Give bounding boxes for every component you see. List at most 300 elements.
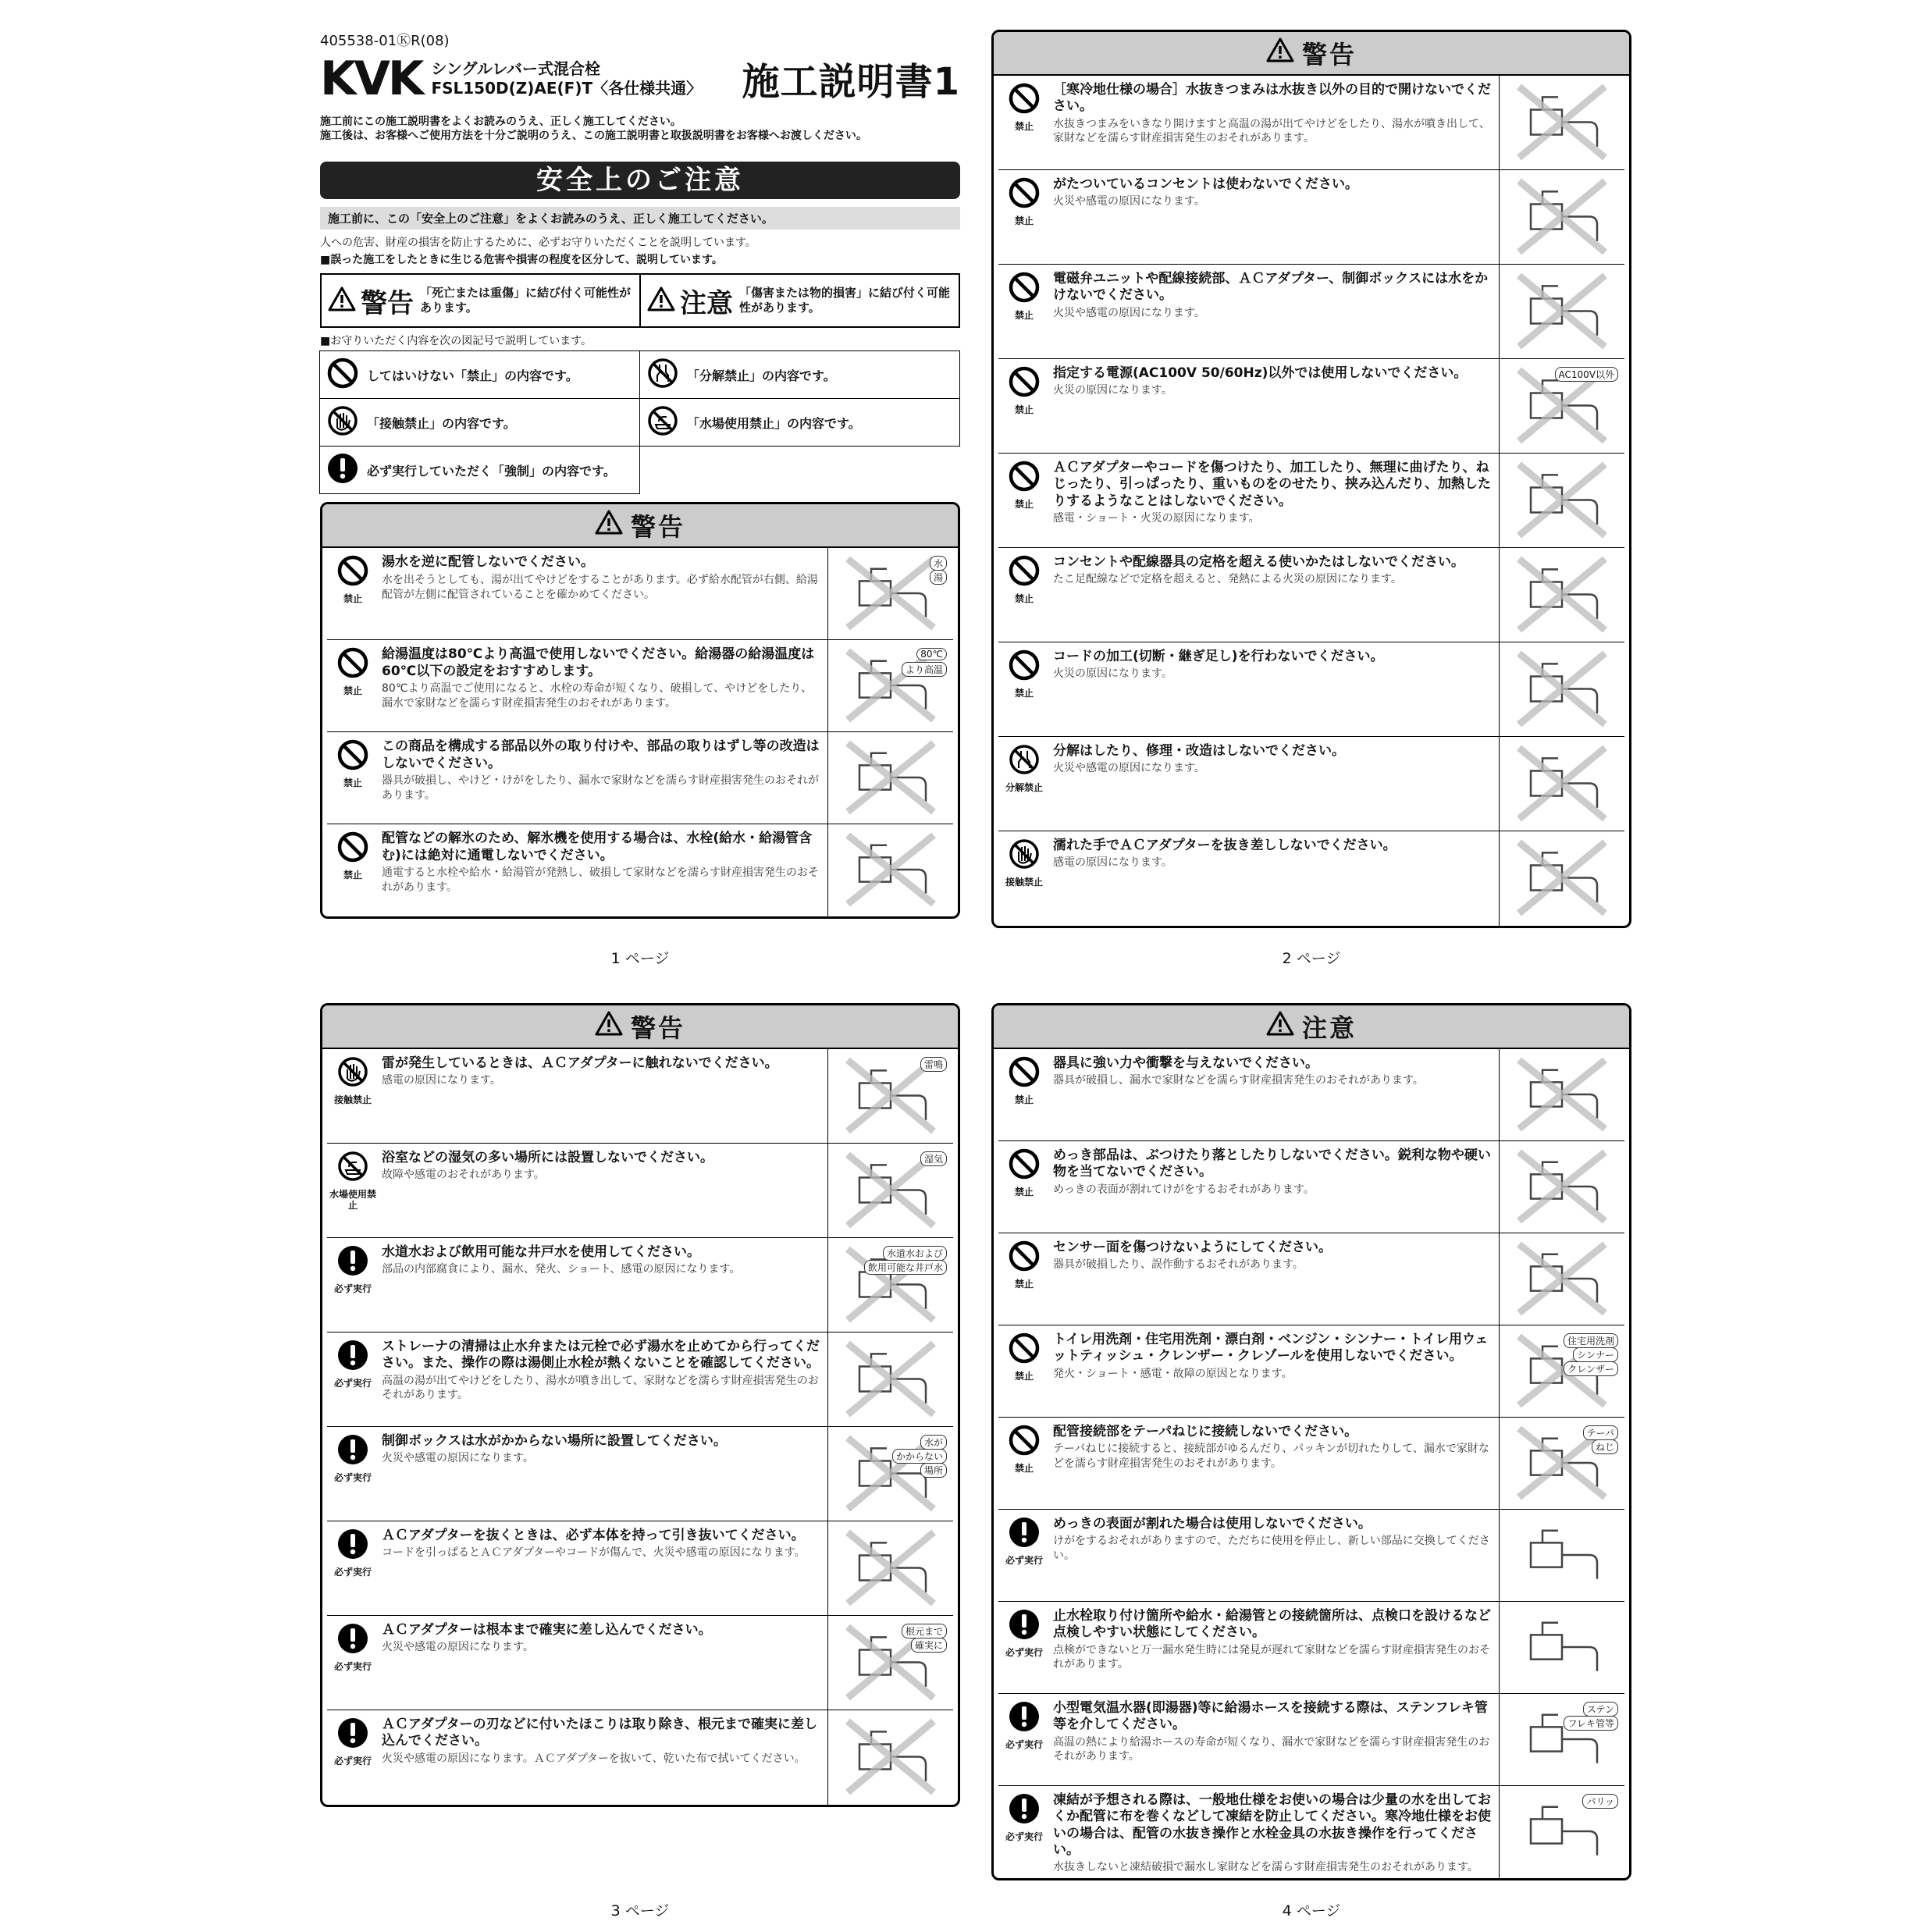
illustration-label: 水道水および <box>883 1246 947 1261</box>
notice-row <box>998 642 1624 737</box>
row-title: 器具に強い力や衝撃を与えないでください。 <box>1053 1055 1318 1071</box>
symbol-caption: 禁止 <box>343 685 362 697</box>
row-illustration <box>828 548 953 639</box>
prohibit-icon <box>1008 365 1041 401</box>
warning-description: 「死亡または重傷」に結び付く可能性があります。 <box>420 285 632 315</box>
warning-triangle-icon <box>328 286 356 315</box>
row-description: 部品の内部腐食により、漏水、発火、ショート、感電の原因になります。 <box>382 1263 741 1276</box>
row-illustration <box>1500 1602 1624 1693</box>
row-title: ＡＣアダプターを抜くときは、必ず本体を持って引き抜いてください。 <box>382 1528 805 1543</box>
notice-row <box>998 1418 1624 1510</box>
row-text <box>1050 1418 1500 1509</box>
row-title: コンセントや配線器具の定格を超える使いかたはしないでください。 <box>1053 554 1464 570</box>
page-number: 2 ページ <box>1282 950 1341 967</box>
faucet-illustration <box>1507 80 1617 164</box>
prohibit-icon <box>1008 649 1041 685</box>
row-illustration <box>828 1521 953 1615</box>
symbol-caption: 禁止 <box>1014 1094 1034 1105</box>
panel-title: 警告 <box>630 1013 685 1043</box>
no-touch-icon <box>326 404 359 440</box>
panel-header <box>322 1005 958 1049</box>
faucet-illustration <box>836 1526 945 1610</box>
row-symbol <box>998 359 1050 453</box>
row-description: けがをするおそれがありますので、ただちに使用を停止し、新しい部品に交換してください。 <box>1053 1535 1490 1563</box>
disassembly-prohibited-icon <box>1008 743 1041 779</box>
faucet-illustration <box>1507 836 1617 920</box>
warning-level <box>322 275 639 326</box>
page-2 <box>991 30 1631 967</box>
notice-row <box>327 1049 953 1144</box>
row-title: 小型電気温水器(即湯器)等に給湯ホースを接続する際は、ステンフレキ管等を介してください。 <box>1053 1700 1488 1733</box>
legend-item <box>639 350 960 399</box>
row-description: 高温の熱により給湯ホースの寿命が短くなり、漏水で家財などを濡らす財産損害発生のおそれがあります。 <box>1053 1735 1490 1763</box>
row-title: ＡＣアダプターやコードを傷つけたり、加工したり、無理に曲げたり、ねじったり、引っぱったり、重いものをのせたり、挟み込んだり、加熱したりするようなことはしないでください。 <box>1053 460 1491 509</box>
warning-panel-page-1 <box>320 502 960 919</box>
row-illustration <box>1500 1694 1624 1785</box>
row-text <box>1050 265 1500 358</box>
row-text <box>1050 737 1500 831</box>
warning-triangle-icon <box>1266 37 1294 69</box>
faucet-illustration <box>836 553 945 634</box>
illustration-label: 湯 <box>930 570 947 585</box>
panel-header <box>994 1005 1629 1049</box>
legend-empty-cell <box>639 446 960 494</box>
row-title: 指定する電源(AC100V 50/60Hz)以外では使用しないでください。 <box>1053 365 1468 381</box>
symbol-caption: 必ず実行 <box>333 1472 372 1483</box>
symbol-caption: 禁止 <box>1014 1187 1034 1197</box>
panel-header <box>994 32 1629 76</box>
row-title: がたついているコンセントは使わないでください。 <box>1053 176 1358 192</box>
row-symbol <box>327 1521 379 1615</box>
faucet-illustration <box>1507 553 1617 636</box>
intro-line-1: 施工前にこの施工説明書をよくお読みのうえ、正しく施工してください。 <box>320 116 681 128</box>
notice-row <box>327 1521 953 1616</box>
disassembly-prohibited-icon <box>646 357 679 393</box>
mandatory-icon <box>336 1433 369 1469</box>
symbol-caption: 必ず実行 <box>333 1661 372 1672</box>
row-description: 火災や感電の原因になります。 <box>1053 306 1205 319</box>
symbol-caption: 水場使用禁止 <box>329 1189 376 1212</box>
notice-row <box>998 548 1624 642</box>
row-text <box>379 1427 828 1521</box>
prohibit-icon <box>1008 271 1041 307</box>
row-text <box>1050 548 1500 642</box>
document-number: 405538-01ⓀR(08) <box>320 33 450 49</box>
symbol-caption: 禁止 <box>1014 1279 1034 1290</box>
row-title: この商品を構成する部品以外の取り付けや、部品の取りはずし等の改造はしないでください。 <box>382 738 820 771</box>
row-description: 80℃より高温でご使用になると、水栓の寿命が短くなり、破損して、やけどをしたり、漏水で家財などを濡らす財産損害発生のおそれがあります。 <box>382 681 813 710</box>
row-symbol <box>998 1233 1050 1325</box>
mandatory-icon <box>336 1244 369 1280</box>
row-title: 給湯温度は80℃より高温で使用しないでください。給湯器の給湯温度は60℃以下の設定をおすすめします。 <box>382 646 815 679</box>
row-symbol <box>998 831 1050 926</box>
mandatory-icon <box>336 1528 369 1564</box>
illustration-label: AC100V以外 <box>1555 367 1619 382</box>
notice-row <box>998 1786 1624 1878</box>
symbol-caption: 必ず実行 <box>1005 1647 1043 1658</box>
caution-triangle-icon <box>647 286 675 315</box>
row-text <box>379 1144 828 1237</box>
legend-text: 必ず実行していただく「強制」の内容です。 <box>367 463 616 479</box>
no-touch-icon <box>1008 838 1041 873</box>
document-title: 施工説明書1 <box>742 60 960 104</box>
row-illustration <box>1500 1049 1624 1140</box>
notice-row <box>327 1616 953 1710</box>
row-text <box>1050 76 1500 169</box>
no-touch-icon <box>336 1055 369 1091</box>
illustration-label: より高温 <box>902 662 947 677</box>
faucet-illustration <box>836 829 945 910</box>
notice-row <box>998 1510 1624 1602</box>
symbol-caption: 必ず実行 <box>333 1283 372 1294</box>
caution-panel-page-4 <box>991 1003 1631 1880</box>
illustration-label: シンナー <box>1573 1347 1618 1362</box>
row-text <box>379 1521 828 1615</box>
notice-row <box>998 76 1624 170</box>
notice-row <box>998 1049 1624 1141</box>
symbol-caption: 必ず実行 <box>333 1567 372 1578</box>
row-symbol <box>327 1049 379 1143</box>
row-description: 水を出そうとしても、湯が出てやけどをすることがあります。必ず給水配管が右側、給湯配管が左側に配管されていることを確かめてください。 <box>382 573 818 601</box>
row-illustration <box>828 824 953 916</box>
row-title: 配管などの解氷のため、解氷機を使用する場合は、水栓(給水・給湯管含む)には絶対に通電しないでください。 <box>382 831 813 863</box>
panel-title: 警告 <box>1301 40 1357 69</box>
notice-row <box>998 454 1624 548</box>
row-illustration <box>828 1710 953 1805</box>
page-3 <box>320 1003 960 1920</box>
warning-panel-page-3 <box>320 1003 960 1807</box>
row-title: 電磁弁ユニットや配線接続部、ＡＣアダプター、制御ボックスには水をかけないでください。 <box>1053 271 1489 304</box>
row-illustration <box>1500 359 1624 453</box>
safety-line-2: ■誤った施工をしたときに生じる危害や損害の程度を区分して、説明しています。 <box>320 254 723 267</box>
caution-rows <box>994 1049 1629 1878</box>
warning-panel-page-2 <box>991 30 1631 928</box>
legend-text: 「分解禁止」の内容です。 <box>687 368 836 383</box>
row-text <box>1050 1694 1500 1785</box>
warning-rows <box>322 548 958 916</box>
row-illustration <box>1500 76 1624 169</box>
illustration-label: クレンザー <box>1564 1361 1618 1376</box>
row-symbol <box>998 737 1050 831</box>
mandatory-icon <box>336 1339 369 1375</box>
illustration-label: 根元まで <box>902 1624 947 1638</box>
symbol-caption: 禁止 <box>1014 1371 1034 1382</box>
symbol-caption: 禁止 <box>1014 593 1034 604</box>
row-title: 水道水および飲用可能な井戸水を使用してください。 <box>382 1244 700 1260</box>
row-title: 濡れた手でＡＣアダプターを抜き差ししないでください。 <box>1053 838 1397 853</box>
row-title: 凍結が予想される際は、一般地仕様をお使いの場合は少量の水を出しておくか配管に布を巻くなどして凍結を防止してください。寒冷地仕様をお使いの場合は、配管の水抜き操作と水栓金具の水抜き操作を行ってください。 <box>1053 1792 1491 1858</box>
prohibit-icon <box>336 738 369 774</box>
row-text <box>1050 1325 1500 1417</box>
faucet-illustration <box>1507 1514 1617 1596</box>
row-symbol <box>327 1144 379 1237</box>
row-text <box>1050 642 1500 736</box>
row-illustration <box>1500 1510 1624 1601</box>
row-description: 水抜きつまみをいきなり開けますと高温の湯が出てやけどをしたり、湯水が噴き出して、家財などを濡らす財産損害発生のおそれがあります。 <box>1053 117 1490 145</box>
mandatory-icon <box>336 1622 369 1658</box>
prohibit-icon <box>336 831 369 866</box>
row-title: コードの加工(切断・継ぎ足し)を行わないでください。 <box>1053 649 1384 664</box>
faucet-illustration <box>1507 647 1617 731</box>
prohibit-icon <box>1008 176 1041 212</box>
safety-read-note: 施工前に、この「安全上のご注意」をよくお読みのうえ、正しく施工してください。 <box>320 207 960 229</box>
row-symbol <box>998 170 1050 264</box>
symbol-caption: 禁止 <box>1014 688 1034 699</box>
row-title: ＡＣアダプターは根本まで確実に差し込んでください。 <box>382 1622 712 1638</box>
notice-row <box>998 1325 1624 1418</box>
faucet-illustration <box>836 737 945 818</box>
row-symbol <box>998 1141 1050 1233</box>
faucet-illustration <box>1507 1606 1617 1688</box>
row-title: 浴室などの湿気の多い場所には設置しないでください。 <box>382 1150 713 1165</box>
row-symbol <box>327 732 379 824</box>
faucet-illustration <box>1507 1146 1617 1227</box>
row-illustration <box>828 1332 953 1426</box>
row-illustration <box>1500 454 1624 547</box>
row-symbol <box>327 1427 379 1521</box>
row-illustration <box>1500 1325 1624 1417</box>
symbol-caption: 必ず実行 <box>1005 1555 1043 1566</box>
row-text <box>379 1710 828 1805</box>
row-text <box>1050 359 1500 453</box>
row-text <box>379 824 828 916</box>
row-illustration <box>828 1049 953 1143</box>
row-description: 発火・ショート・感電・故障の原因となります。 <box>1053 1367 1293 1380</box>
prohibit-icon <box>1008 1424 1041 1460</box>
row-illustration <box>1500 1418 1624 1509</box>
row-title: ［寒冷地仕様の場合］水抜きつまみは水抜き以外の目的で開けないでください。 <box>1053 82 1491 115</box>
row-description: 故障や感電のおそれがあります。 <box>382 1169 545 1182</box>
row-description: 感電の原因になります。 <box>382 1074 501 1087</box>
row-title: 配管接続部をテーパねじに接続しないでください。 <box>1053 1424 1358 1439</box>
illustration-label: パリッ <box>1582 1794 1618 1809</box>
faucet-illustration <box>836 1715 945 1799</box>
notice-row <box>998 831 1624 926</box>
row-title: 制御ボックスは水がかからない場所に設置してください。 <box>382 1433 727 1449</box>
faucet-illustration <box>836 1337 945 1421</box>
illustration-label: ステン <box>1583 1702 1618 1717</box>
row-title: トイレ用洗剤・住宅用洗剤・漂白剤・ベンジン・シンナー・トイレ用ウェットティッシュ・クレンザー・クレゾールを使用しないでください。 <box>1053 1332 1489 1364</box>
legend-item <box>319 398 640 447</box>
row-text <box>1050 1602 1500 1693</box>
symbol-caption: 禁止 <box>1014 1463 1034 1474</box>
symbol-caption: 接触禁止 <box>333 1094 372 1105</box>
prohibit-icon <box>336 646 369 682</box>
illustration-label: 住宅用洗剤 <box>1564 1333 1618 1348</box>
notice-row <box>327 1710 953 1805</box>
illustration-label: 飲用可能な井戸水 <box>864 1260 947 1275</box>
prohibit-icon <box>1008 460 1041 496</box>
warning-triangle-icon <box>595 1011 623 1042</box>
row-description: 高温の湯が出てやけどをしたり、湯水が噴き出して、家財などを濡らす財産損害発生のおそれがあります。 <box>382 1374 819 1402</box>
panel-title: 注意 <box>1301 1013 1357 1043</box>
notice-row <box>327 1144 953 1238</box>
illustration-label: 場所 <box>920 1463 947 1478</box>
row-symbol <box>998 548 1050 642</box>
caution-label: 注意 <box>680 287 733 319</box>
header-row <box>320 52 960 105</box>
prohibit-icon <box>1008 554 1041 590</box>
row-illustration <box>1500 170 1624 264</box>
caution-description: 「傷害または物的損害」に結び付く可能性があります。 <box>739 285 951 315</box>
row-illustration <box>828 640 953 731</box>
row-text <box>1050 1233 1500 1325</box>
notice-row <box>327 1427 953 1521</box>
page-1 <box>320 30 960 967</box>
row-illustration <box>1500 548 1624 642</box>
row-symbol <box>327 548 379 639</box>
warning-rows <box>994 76 1629 926</box>
row-title: めっきの表面が割れた場合は使用しないでください。 <box>1053 1516 1372 1532</box>
symbol-caption: 禁止 <box>1014 310 1034 321</box>
row-illustration <box>1500 1233 1624 1325</box>
row-symbol <box>327 824 379 916</box>
legend-intro: ■お守りいただく内容を次の図記号で説明しています。 <box>320 335 592 348</box>
product-line-1: シングルレバー式混合栓 <box>431 59 601 78</box>
illustration-label: テーパ <box>1583 1425 1618 1440</box>
page-number: 1 ページ <box>610 950 670 967</box>
illustration-label: 80℃ <box>916 648 947 660</box>
symbol-caption: 必ず実行 <box>1005 1831 1043 1842</box>
row-description: 火災や感電の原因になります。 <box>1053 762 1205 775</box>
intro-text <box>320 115 960 143</box>
row-text <box>379 732 828 824</box>
row-title: 雷が発生しているときは、ＡＣアダプターに触れないでください。 <box>382 1055 778 1071</box>
illustration-label: かからない <box>892 1449 947 1464</box>
faucet-illustration <box>1507 742 1617 825</box>
symbol-caption: 分解禁止 <box>1005 782 1043 793</box>
safety-section-title: 安全上のご注意 <box>320 162 960 199</box>
legend-item <box>639 398 960 447</box>
mandatory-icon <box>1008 1792 1041 1828</box>
row-description: 器具が破損したり、誤作動するおそれがあります。 <box>1053 1258 1304 1272</box>
illustration-label: フレキ管等 <box>1564 1716 1618 1731</box>
row-symbol <box>998 1786 1050 1878</box>
product-line-2: FSL150D(Z)AE(F)T〈各仕様共通〉 <box>431 78 703 98</box>
row-title: 止水栓取り付け箇所や給水・給湯管との接続箇所は、点検口を設けるなど点検しやすい状態にしてください。 <box>1053 1608 1491 1641</box>
illustration-label: 水 <box>930 556 947 571</box>
warning-rows <box>322 1049 958 1805</box>
notice-row <box>327 1332 953 1427</box>
row-text <box>379 1616 828 1710</box>
row-text <box>379 1049 828 1143</box>
row-description: テーパねじに接続すると、接続部がゆるんだり、パッキンが切れたりして、漏水で家財などを濡らす財産損害発生のおそれがあります。 <box>1053 1443 1489 1471</box>
row-description: 火災や感電の原因になります。 <box>382 1641 534 1654</box>
prohibit-icon <box>1008 1055 1041 1091</box>
notice-row <box>327 548 953 640</box>
row-symbol <box>998 1049 1050 1140</box>
row-symbol <box>998 1694 1050 1785</box>
row-text <box>379 1332 828 1426</box>
page-number: 3 ページ <box>610 1902 670 1920</box>
row-symbol <box>327 640 379 731</box>
symbol-caption: 禁止 <box>1014 499 1034 510</box>
row-description: 器具が破損し、やけど・けがをしたり、漏水で家財などを濡らす財産損害発生のおそれがあります。 <box>382 774 819 802</box>
notice-row <box>998 170 1624 265</box>
symbol-caption: 禁止 <box>1014 404 1034 415</box>
row-symbol <box>998 642 1050 736</box>
row-description: 火災の原因になります。 <box>1053 667 1172 681</box>
row-symbol <box>998 1418 1050 1509</box>
notice-row <box>998 359 1624 454</box>
symbol-caption: 禁止 <box>1014 121 1034 132</box>
prohibit-icon <box>1008 1332 1041 1368</box>
kvk-logo: KVK <box>320 51 422 106</box>
symbol-caption: 必ず実行 <box>333 1756 372 1767</box>
notice-row <box>327 824 953 916</box>
symbol-caption: 禁止 <box>343 777 362 789</box>
row-title: ストレーナの清掃は止水弁または元栓で必ず湯水を止めてから行ってください。また、操作の際は湯側止水栓が熱くないことを確認してください。 <box>382 1339 820 1372</box>
notice-row <box>998 1233 1624 1325</box>
symbol-caption: 必ず実行 <box>333 1378 372 1389</box>
row-description: 火災や感電の原因になります。ＡＣアダプターを抜いて、乾いた布で拭いてください。 <box>382 1752 806 1765</box>
illustration-label: ねじ <box>1592 1439 1618 1454</box>
notice-row <box>998 737 1624 831</box>
no-water-area-icon <box>646 404 679 440</box>
legend-item <box>319 350 640 399</box>
symbol-caption: 禁止 <box>1014 215 1034 226</box>
panel-title: 警告 <box>630 512 685 543</box>
row-description: めっきの表面が割れてけがをするおそれがあります。 <box>1053 1183 1315 1196</box>
notice-row <box>998 1602 1624 1694</box>
row-title: 分解はしたり、修理・改造はしないでください。 <box>1053 743 1345 759</box>
prohibit-icon <box>326 357 359 393</box>
legend-text: 「接触禁止」の内容です。 <box>367 415 516 431</box>
legend-item <box>319 446 640 494</box>
row-text <box>1050 454 1500 547</box>
row-illustration <box>828 1144 953 1237</box>
illustration-label: 水が <box>920 1435 947 1450</box>
row-illustration <box>828 1238 953 1332</box>
row-description: 感電の原因になります。 <box>1053 856 1172 870</box>
notice-row <box>327 732 953 824</box>
row-illustration <box>828 732 953 824</box>
faucet-illustration <box>1507 458 1617 542</box>
mandatory-icon <box>1008 1700 1041 1736</box>
row-description: 器具が破損し、漏水で家財などを濡らす財産損害発生のおそれがあります。 <box>1053 1074 1424 1087</box>
faucet-illustration <box>1507 175 1617 258</box>
row-text <box>1050 1786 1500 1878</box>
row-symbol <box>998 265 1050 358</box>
row-title: センサー面を傷つけないようにしてください。 <box>1053 1240 1332 1255</box>
row-text <box>1050 1141 1500 1233</box>
row-symbol <box>998 1325 1050 1417</box>
row-symbol <box>327 1710 379 1805</box>
row-description: 感電・ショート・火災の原因になります。 <box>1053 511 1260 525</box>
row-symbol <box>327 1238 379 1332</box>
row-text <box>379 1238 828 1332</box>
hazard-level-box <box>320 273 960 328</box>
notice-row <box>998 1141 1624 1233</box>
mandatory-icon <box>1008 1516 1041 1552</box>
mandatory-icon <box>326 452 359 488</box>
legend-text: してはいけない「禁止」の内容です。 <box>367 368 578 383</box>
row-illustration <box>828 1616 953 1710</box>
mandatory-icon <box>336 1717 369 1752</box>
row-symbol <box>327 1616 379 1710</box>
warning-triangle-icon <box>595 510 623 541</box>
notice-row <box>998 265 1624 359</box>
legend-text: 「水場使用禁止」の内容です。 <box>687 415 861 431</box>
row-text <box>1050 1510 1500 1601</box>
illustration-label: 確実に <box>911 1638 947 1653</box>
row-illustration <box>1500 831 1624 926</box>
symbol-caption: 禁止 <box>343 593 362 605</box>
row-symbol <box>998 454 1050 547</box>
row-illustration <box>1500 1786 1624 1878</box>
row-description: 火災の原因になります。 <box>1053 384 1172 397</box>
row-symbol <box>998 76 1050 169</box>
